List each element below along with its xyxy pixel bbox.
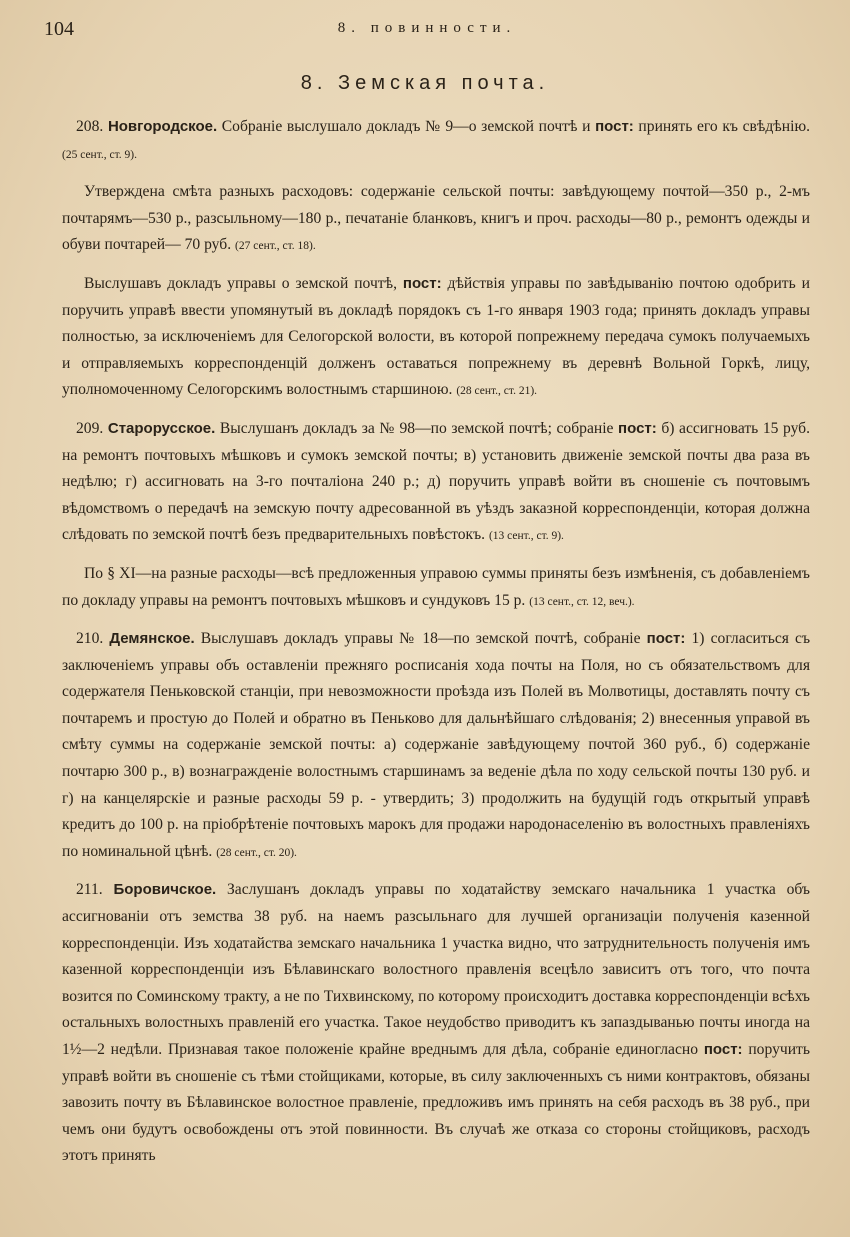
source-reference: (27 сент., ст. 18). xyxy=(235,240,316,253)
paragraph-text: Утверждена смѣта разныхъ расходовъ: содержаніе сельской почты: завѣдующему почтой—350 р., 2-мъ почтарямъ—530 р., разсыльному—180 р., печатаніе бланковъ, книгъ и проч. расходы—80 р., ремонтъ одежды и обуви почтарей— 70 руб. xyxy=(62,183,810,254)
district-name: Боровичское. xyxy=(113,881,217,899)
section-title: 8. Земская почта. xyxy=(300,72,550,94)
paragraph-text: 1) согласиться съ заключеніемъ управы объ оставленіи прежняго росписанія хода почты на Поля, но съ обязательствомъ для содержателя Пеньковской станціи, при невозможности проѣзда изъ Полей въ Молвотицы, доставлять почту съ почтаремъ и простую до Полей и обратно въ Пеньково для дальнѣйшаго слѣдованія; 2) внесенныя управой въ смѣту суммы на содержаніе земской почты: а) содержаніе завѣдующему почтой 360 руб., б) содержаніе почтарю 300 р., в) вознагражденіе волостнымъ старшинамъ за веденіе дѣла по ходу сельской почты 130 руб. и г) на канцелярскіе и разные расходы 59 р. - утвердить; 3) продолжить на будущій годъ открытый управѣ кредитъ до 100 р. на пріобрѣтеніе почтовыхъ марокъ для продажи народонаселенію въ волостныхъ правленіяхъ по номинальной цѣнѣ. xyxy=(62,630,811,860)
district-name: Старорусское. xyxy=(107,419,216,437)
running-head: 8. повинности. xyxy=(337,20,517,36)
page-header xyxy=(44,18,810,46)
paragraph-text: б) ассигновать 15 руб. на ремонтъ почтовыхъ мѣшковъ и сумокъ земской почты; в) установить движеніе земской почты два раза въ недѣлю; г) ассигновать на 3-го почталіона 240 р.; д) поручить управѣ войти въ сношеніе съ почтовымъ вѣдомствомъ о передачѣ на земскую почту адресованной въ уѣздъ заказной корреспонденціи, которая должна слѣдовать по земской почтѣ безъ предварительныхъ повѣстокъ. xyxy=(62,419,811,544)
paragraph-text: Заслушанъ докладъ управы по ходатайству земскаго начальника 1 участка объ ассигнованіи отъ земства 38 руб. на наемъ разсыльнаго для лучшей организаціи полученія казенной корреспонденціи. Изъ ходатайства земскаго начальника 1 участка видно, что затруднительность полученія имъ казенной корреспонденціи изъ Бѣлавинскаго волостного правленія всецѣло зависитъ отъ того, что почта возится по Соминскому тракту, а не по Тихвинскому, по которому происходитъ доставка корреспонденціи всѣхъ остальныхъ волостныхъ правленій его участка. Такое неудобство приводитъ къ запаздыванью почты иногда на 1½—2 недѣли. Признавая такое положеніе крайне вреднымъ для дѣла, собраніе единогласно xyxy=(62,881,810,1058)
paragraph-text: По § XI—на разные расходы—всѣ предложенныя управою суммы приняты безъ измѣненія, съ добавленіемъ по докладу управы на ремонтъ почтовыхъ мѣшковъ и сундуковъ 15 р. xyxy=(62,564,810,609)
paragraph-text: Выслушавъ докладъ управы № 18—по земской почтѣ, собраніе xyxy=(194,630,647,648)
source-reference: (28 сент., ст. 20). xyxy=(216,846,297,859)
resolution-label: пост: xyxy=(595,118,634,135)
district-name: Демянское. xyxy=(109,630,195,648)
paragraph-210 xyxy=(62,626,810,866)
paragraph-208 xyxy=(62,114,810,168)
paragraph-211 xyxy=(62,877,810,1170)
paragraph-209 xyxy=(62,416,810,550)
source-reference: (13 сент., ст. 12, веч.). xyxy=(529,595,635,608)
item-number: 209. xyxy=(76,419,104,437)
paragraph-report xyxy=(62,271,810,405)
resolution-label: пост: xyxy=(646,630,686,648)
page-number: 104 xyxy=(44,18,74,40)
resolution-label: пост: xyxy=(402,274,442,292)
district-name: Новгородское. xyxy=(107,118,218,135)
resolution-label: пост: xyxy=(703,1041,743,1058)
item-number: 208. xyxy=(76,118,104,135)
paragraph-section-xi xyxy=(62,561,810,615)
paragraph-text: Выслушавъ докладъ управы о земской почтѣ, xyxy=(84,274,403,292)
item-number: 210. xyxy=(76,630,104,648)
paragraph-text: принять его къ свѣдѣнію. xyxy=(633,118,810,135)
paragraph-budget xyxy=(62,179,810,260)
paragraph-text: Собраніе выслушало докладъ № 9—о земской почтѣ и xyxy=(217,118,596,135)
source-reference: (25 сент., ст. 9). xyxy=(62,148,137,161)
source-reference: (28 сент., ст. 21). xyxy=(456,385,538,398)
paragraph-text: дѣйствія управы по завѣдыванію почтою одобрить и поручить управѣ ввести упомянутый въ докладѣ порядокъ съ 1-го января 1903 года; принять докладъ управы полностью, за исключеніемъ для Селогорской волости, въ которой попрежнему передача сумокъ получаемыхъ и отправляемыхъ корреспонденцій долженъ оставаться попрежнему въ деревнѣ Вольной Горкѣ, лицу, уполномоченному Селогорскимъ волостнымъ старшиною. xyxy=(62,274,810,399)
source-reference: (13 сент., ст. 9). xyxy=(488,530,564,543)
resolution-label: пост: xyxy=(618,419,657,437)
paragraph-text: поручить управѣ войти въ сношеніе съ тѣми стойщиками, которые, въ силу заключенныхъ съ ними контрактовъ, обязаны завозить почту въ Бѣлавинское волостное правленіе, предложивъ имъ принять на себя расходъ въ 38 руб., при чемъ они будутъ освобождены отъ этой повинности. Въ случаѣ же отказа со стороны стойщиковъ, расходъ этотъ принять xyxy=(62,1041,810,1165)
document-body xyxy=(62,114,810,1181)
item-number: 211. xyxy=(76,881,103,899)
paragraph-text: Выслушанъ докладъ за № 98—по земской почтѣ; собраніе xyxy=(215,419,619,437)
